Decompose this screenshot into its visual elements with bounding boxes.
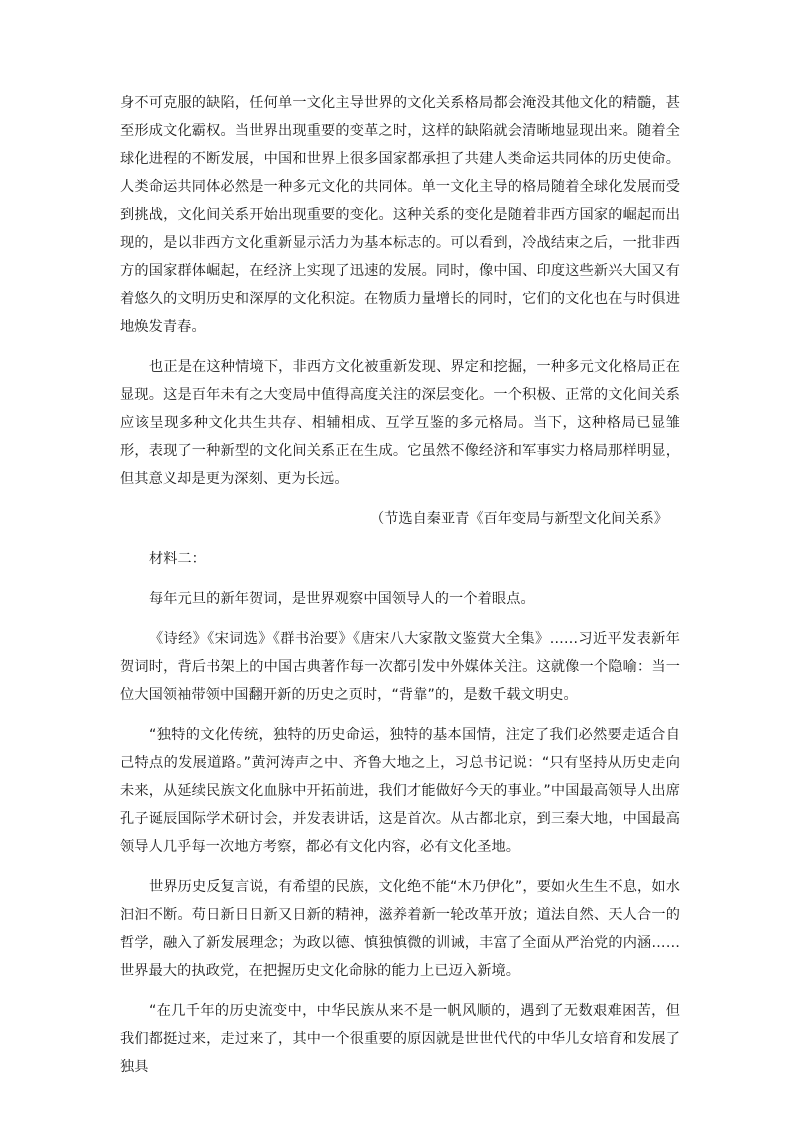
body-paragraph: “在几千年的历史流变中，中华民族从来不是一帆风顺的，遇到了无数艰难困苦，但我们都挺过来，走过来了，其中一个很重要的原因就是世世代代的中华儿女培育和发展了独具 [120, 1003, 680, 1075]
body-paragraph: 《诗经》《宋词选》《群书治要》《唐宋八大家散文鉴赏大全集》……习近平发表新年贺词时，背后书架上的中国古典著作每一次都引发中外媒体关注。这就像一个隐喻：当一位大国领袖带领中国翻开新的历史之页时，“背靠”的，是数千载文明史。 [120, 631, 680, 703]
body-paragraph: 身不可克服的缺陷，任何单一文化主导世界的文化关系格局都会淹没其他文化的精髓，甚至形成文化霸权。当世界出现重要的变革之时，这样的缺陷就会清晰地显现出来。随着全球化进程的不断发展，中国和世界上很多国家都承担了共建人类命运共同体的历史使命。人类命运共同体必然是一种多元文化的共同体。单一文化主导的格局随着全球化发展而受到挑战，文化间关系开始出现重要的变化。这种关系的变化是随着非西方国家的崛起而出现的，是以非西方文化重新显示活力为基本标志的。可以看到，冷战结束之后，一批非西方的国家群体崛起，在经济上实现了迅速的发展。同时，像中国、印度这些新兴大国又有着悠久的文明历史和深厚的文化积淀。在物质力量增长的同时，它们的文化也在与时俱进地焕发青春。 [120, 95, 680, 335]
body-paragraph: 世界历史反复言说，有希望的民族，文化绝不能“木乃伊化”，要如火生生不息，如水汩汩不断。苟日新日日新又日新的精神，滋养着新一轮改革开放；道法自然、天人合一的哲学，融入了新发展理念；为政以德、慎独慎微的训诫，丰富了全面从严治党的内涵……世界最大的执政党，在把握历史文化命脉的能力上已迈入新境。 [120, 879, 680, 979]
document-page [120, 89, 680, 1081]
source-citation: （节选自秦亚青《百年变局与新型文化间关系》 [370, 511, 668, 527]
body-paragraph: 每年元旦的新年贺词，是世界观察中国领导人的一个着眼点。 [149, 591, 535, 607]
material-two-label: 材料二： [149, 551, 206, 567]
body-paragraph: “独特的文化传统，独特的历史命运，独特的基本国情，注定了我们必然要走适合自己特点的发展道路。”黄河涛声之中、齐鲁大地之上，习总书记说：“只有坚持从历史走向未来，从延续民族文化血脉中开拓前进，我们才能做好今天的事业。”中国最高领导人出席孔子诞辰国际学术研讨会，并发表讲话，这是首次。从古都北京，到三秦大地，中国最高领导人几乎每一次地方考察，都必有文化内容，必有文化圣地。 [120, 727, 680, 855]
body-paragraph: 也正是在这种情境下，非西方文化被重新发现、界定和挖掘，一种多元文化格局正在显现。这是百年未有之大变局中值得高度关注的深层变化。一个积极、正常的文化间关系应该呈现多种文化共生共存、相辅相成、互学互鉴的多元格局。当下，这种格局已显雏形，表现了一种新型的文化间关系正在生成。它虽然不像经济和军事实力格局那样明显，但其意义却是更为深刻、更为长远。 [120, 359, 680, 487]
